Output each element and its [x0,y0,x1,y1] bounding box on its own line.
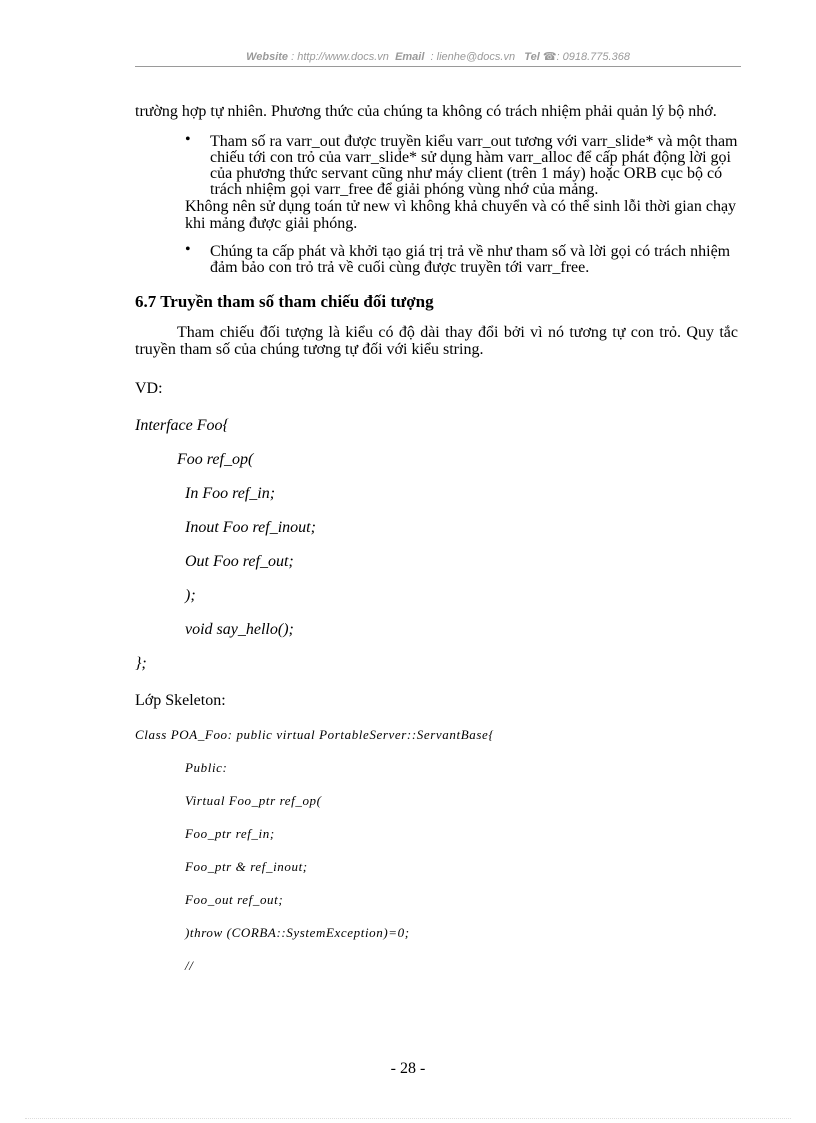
code-block-idl [135,418,738,672]
code-line: Foo ref_op( [177,451,254,468]
paragraph-2: Không nên sử dụng toán tử new vì không khả chuyển và có thể sinh lỗi thời gian chạy khi mảng được giải phóng. [185,198,737,232]
code-line: Public: [185,760,228,775]
bullet-list-1 [135,131,738,198]
code-line: In Foo ref_in; [185,485,276,502]
code-line: Foo_ptr ref_in; [185,826,275,841]
tel-label: Tel [524,51,540,63]
paragraph-1: trường hợp tự nhiên. Phương thức của chúng ta không có trách nhiệm phải quản lý bộ nhớ. [135,103,717,120]
page-header [135,50,741,63]
code-line: Foo_out ref_out; [185,892,284,907]
bottom-divider [25,1118,791,1119]
bullet-icon: • [185,241,191,258]
code-line: Class POA_Foo: public virtual PortableServer::ServantBase{ [135,727,495,742]
bullet-text: Tham số ra varr_out được truyền kiểu varr_out tương với varr_slide* và một tham chiếu tới con trỏ của varr_slide* sử dụng hàm varr_alloc để cấp phát động lời gọi của phương thức servant cũng như máy client (trên 1 máy) hoặc ORB cục bộ có trách nhiệm gọi varr_free để giải phóng vùng nhớ của mảng. [210,133,738,198]
page-number: - 28 - [390,1060,426,1077]
email-value: : lienhe@docs.vn [430,51,516,63]
code-line: Interface Foo{ [135,417,229,434]
code-line: Out Foo ref_out; [185,553,294,570]
website-value: : http://www.docs.vn [291,51,389,63]
website-label: Website [246,51,289,63]
list-item [135,241,738,276]
code-line: )throw (CORBA::SystemException)=0; [185,925,410,940]
code-line: Virtual Foo_ptr ref_op( [185,793,322,808]
email-label: Email [395,51,425,63]
phone-icon: ☎ [542,51,557,63]
code-block-skeleton [135,727,738,974]
code-line: // [185,958,194,973]
list-item [135,131,738,198]
tel-value: : 0918.775.368 [556,51,630,63]
code-line: Foo_ptr & ref_inout; [185,859,308,874]
page-content [135,103,738,974]
bullet-list-2 [135,241,738,276]
bullet-text: Chúng ta cấp phát và khởi tạo giá trị trả về như tham số và lời gọi có trách nhiệm đảm bảo con trỏ trả về cuối cùng được truyền tới varr_free. [210,243,731,276]
code-line: Inout Foo ref_inout; [185,519,316,536]
section-heading: 6.7 Truyền tham số tham chiếu đối tượng [135,292,434,311]
code-line: }; [135,655,147,672]
code-line: void say_hello(); [185,621,294,638]
header-divider [135,66,741,67]
vd-label: VD: [135,380,163,397]
paragraph-3: Tham chiếu đối tượng là kiểu có độ dài thay đổi bởi vì nó tương tự con trỏ. Quy tắc truyền tham số của chúng tương tự đối với kiểu string. [135,324,738,358]
bullet-icon: • [185,131,191,148]
skeleton-label: Lớp Skeleton: [135,692,226,709]
code-line: ); [185,587,196,604]
